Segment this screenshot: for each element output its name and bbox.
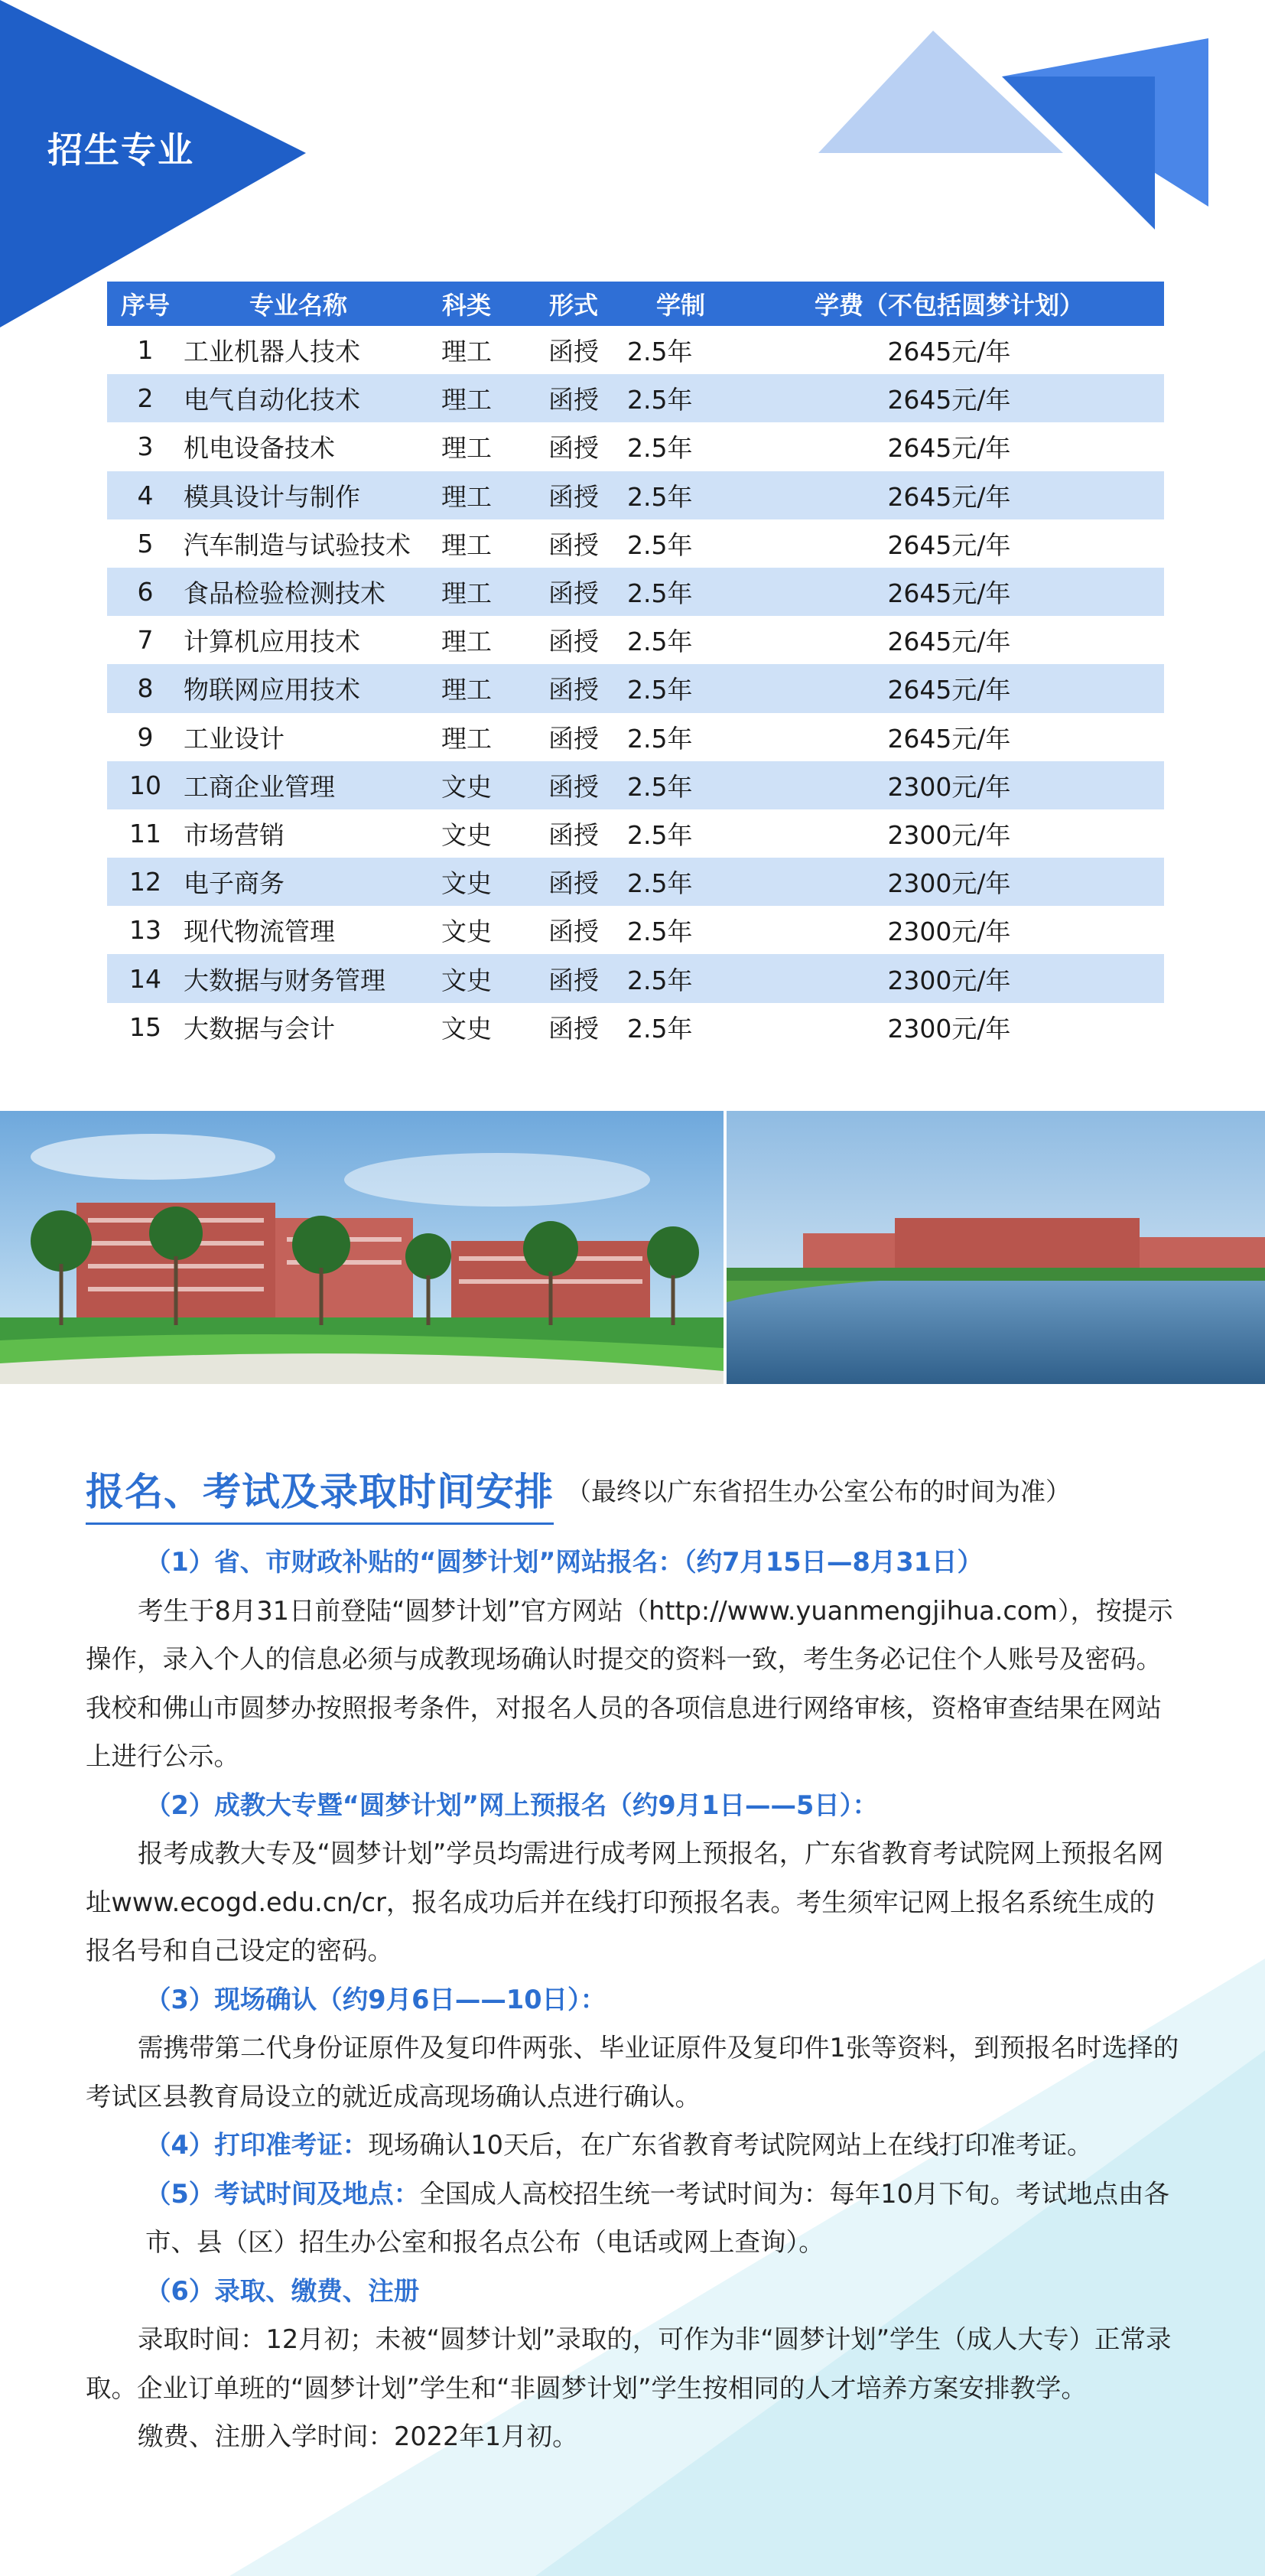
cell-major: 汽车制造与试验技术: [184, 529, 411, 560]
section-title: 招生专业: [47, 129, 194, 171]
schedule-body: [86, 1538, 1179, 2461]
cell-major: 工业设计: [184, 723, 285, 754]
cell-category: 文史: [441, 819, 492, 850]
cell-duration: 2.5年: [627, 471, 734, 519]
step3-heading: （3）现场确认（约9月6日——10日）：: [145, 1984, 606, 2014]
header-category: 科类: [413, 282, 520, 326]
step2-text: 报考成教大专及“圆梦计划”学员均需进行成考网上预报名，广东省教育考试院网上预报名网址www.ecogd.edu.cn/cr，报名成功后并在线打印预报名表。考生须牢记网上报名系统生成的报名号和自己设定的密码。: [86, 1838, 1164, 1965]
cell-major: 大数据与会计: [184, 1013, 335, 1044]
cell-major: 市场营销: [184, 819, 285, 850]
cell-major: 工业机器人技术: [184, 337, 360, 367]
table-row: [107, 1003, 1164, 1051]
schedule-title: 报名、考试及录取时间安排: [86, 1461, 554, 1525]
cell-category: 理工: [413, 471, 520, 519]
table-row: [107, 858, 1164, 906]
cell-form: 函授: [520, 568, 627, 616]
campus-lake-photo: [727, 1111, 1265, 1384]
cell-major: 食品检验检测技术: [184, 568, 413, 616]
cell-tuition: 2645元/年: [734, 374, 1164, 422]
cell-form: 函授: [548, 627, 599, 657]
header-tuition: 学费（不包括圆梦计划）: [734, 282, 1164, 326]
cell-category: 文史: [413, 858, 520, 906]
cell-form: 函授: [548, 723, 599, 754]
table-row: [107, 761, 1164, 809]
cell-tuition: 2300元/年: [734, 954, 1164, 1002]
step3-text: 需携带第二代身份证原件及复印件两张、毕业证原件及复印件1张等资料，到预报名时选择的考试区县教育局设立的就近成高现场确认点进行确认。: [86, 2033, 1179, 2112]
cell-index: 4: [107, 471, 184, 519]
table-row: [107, 422, 1164, 471]
cell-index: 14: [107, 954, 184, 1002]
table-header-row: [107, 282, 1164, 326]
schedule-note: （最终以广东省招生办公室公布的时间为准）: [566, 1477, 1071, 1506]
cell-duration: 2.5年: [627, 819, 693, 850]
step4-heading: （4）打印准考证：: [145, 2130, 369, 2160]
table-row: [107, 954, 1164, 1002]
cell-major: 电子商务: [184, 858, 413, 906]
table-row: [107, 906, 1164, 954]
cell-form: 函授: [548, 433, 599, 464]
cell-index: 13: [129, 915, 161, 946]
cell-tuition: 2300元/年: [887, 1013, 1011, 1044]
header-form: 形式: [520, 282, 627, 326]
cell-index: 9: [137, 721, 154, 752]
cell-major: 现代物流管理: [184, 917, 335, 947]
step6-text: 录取时间：12月初；未被“圆梦计划”录取的，可作为非“圆梦计划”学生（成人大专）正常录取。企业订单班的“圆梦计划”学生和“非圆梦计划”学生按相同的人才培养方案安排教学。: [86, 2324, 1172, 2403]
cell-major: 模具设计与制作: [184, 471, 413, 519]
decorative-triangles: [818, 31, 1216, 237]
cell-tuition: 2645元/年: [887, 337, 1011, 367]
cell-tuition: 2645元/年: [887, 529, 1011, 560]
cell-tuition: 2645元/年: [887, 433, 1011, 464]
step4-text: 现场确认10天后，在广东省教育考试院网站上在线打印准考证。: [368, 2130, 1093, 2160]
table-row: [107, 713, 1164, 761]
cell-tuition: 2300元/年: [887, 917, 1011, 947]
campus-photo: [0, 1111, 724, 1384]
header-index: 序号: [107, 282, 184, 326]
cell-duration: 2.5年: [627, 761, 734, 809]
step1-text: 考生于8月31日前登陆“圆梦计划”官方网站（http://www.yuanmengjihua.com），按提示操作，录入个人的信息必须与成教现场确认时提交的资料一致，考生务必记住个人账号及密码。我校和佛山市圆梦办按照报考条件，对报名人员的各项信息进行网络审核，资格审查结果在网站上进行公示。: [86, 1595, 1173, 1771]
cell-duration: 2.5年: [627, 337, 693, 367]
table-row: [107, 326, 1164, 374]
cell-index: 7: [137, 625, 154, 656]
cell-duration: 2.5年: [627, 917, 693, 947]
cell-tuition: 2645元/年: [734, 471, 1164, 519]
cell-major: 计算机应用技术: [184, 627, 360, 657]
table-row: [107, 519, 1164, 568]
cell-category: 理工: [441, 529, 492, 560]
cell-duration: 2.5年: [627, 568, 734, 616]
cell-index: 11: [129, 818, 161, 848]
cell-category: 理工: [413, 664, 520, 712]
cell-major: 物联网应用技术: [184, 664, 413, 712]
step2-heading: （2）成教大专暨“圆梦计划”网上预报名（约9月1日——5日）：: [145, 1790, 879, 1820]
cell-form: 函授: [520, 471, 627, 519]
cell-tuition: 2300元/年: [887, 819, 1011, 850]
table-row: [107, 568, 1164, 616]
cell-index: 2: [107, 374, 184, 422]
cell-index: 3: [137, 432, 154, 462]
cell-index: 6: [107, 568, 184, 616]
step5-heading: （5）考试时间及地点：: [145, 2178, 420, 2209]
cell-duration: 2.5年: [627, 1013, 693, 1044]
cell-form: 函授: [548, 819, 599, 850]
step5-text: 全国成人高校招生统一考试时间为：每年10月下旬。考试地点由各市、县（区）招生办公室和报名点公布（电话或网上查询）。: [145, 2178, 1169, 2257]
cell-tuition: 2645元/年: [734, 568, 1164, 616]
table-row: [107, 809, 1164, 858]
cell-duration: 2.5年: [627, 529, 693, 560]
cell-duration: 2.5年: [627, 433, 693, 464]
step1-heading: （1）省、市财政补贴的“圆梦计划”网站报名：（约7月15日—8月31日）: [145, 1547, 983, 1577]
cell-major: 大数据与财务管理: [184, 954, 413, 1002]
table-row: [107, 664, 1164, 712]
cell-index: 1: [137, 335, 154, 366]
majors-table: [107, 282, 1164, 1051]
cell-index: 12: [107, 858, 184, 906]
cell-tuition: 2645元/年: [887, 723, 1011, 754]
cell-tuition: 2300元/年: [734, 761, 1164, 809]
cell-form: 函授: [520, 858, 627, 906]
cell-major: 工商企业管理: [184, 761, 413, 809]
cell-duration: 2.5年: [627, 858, 734, 906]
cell-form: 函授: [548, 529, 599, 560]
cell-duration: 2.5年: [627, 627, 693, 657]
cell-form: 函授: [520, 954, 627, 1002]
cell-duration: 2.5年: [627, 723, 693, 754]
table-row: [107, 374, 1164, 422]
cell-category: 理工: [413, 568, 520, 616]
step4-line: [86, 2121, 1179, 2170]
cell-category: 文史: [413, 954, 520, 1002]
cell-index: 5: [137, 528, 154, 559]
cell-category: 理工: [441, 337, 492, 367]
cell-form: 函授: [548, 1013, 599, 1044]
cell-form: 函授: [548, 337, 599, 367]
cell-tuition: 2300元/年: [734, 858, 1164, 906]
cell-category: 理工: [413, 374, 520, 422]
cell-category: 文史: [413, 761, 520, 809]
step6-payment-text: 缴费、注册入学时间：2022年1月初。: [138, 2421, 578, 2451]
table-row: [107, 471, 1164, 519]
step5-line: [86, 2170, 1179, 2267]
cell-form: 函授: [520, 664, 627, 712]
cell-duration: 2.5年: [627, 954, 734, 1002]
cell-category: 文史: [441, 917, 492, 947]
table-row: [107, 616, 1164, 664]
step6-heading: （6）录取、缴费、注册: [145, 2275, 420, 2306]
cell-index: 8: [107, 664, 184, 712]
cell-index: 15: [129, 1011, 161, 1042]
cell-form: 函授: [520, 761, 627, 809]
cell-category: 理工: [441, 433, 492, 464]
header-major: 专业名称: [184, 282, 413, 326]
cell-category: 理工: [441, 723, 492, 754]
cell-form: 函授: [548, 917, 599, 947]
cell-major: 机电设备技术: [184, 433, 335, 464]
cell-category: 理工: [441, 627, 492, 657]
header-duration: 学制: [627, 282, 734, 326]
cell-duration: 2.5年: [627, 374, 734, 422]
cell-index: 10: [107, 761, 184, 809]
cell-major: 电气自动化技术: [184, 374, 413, 422]
cell-tuition: 2645元/年: [734, 664, 1164, 712]
cell-tuition: 2645元/年: [887, 627, 1011, 657]
cell-duration: 2.5年: [627, 664, 734, 712]
cell-form: 函授: [520, 374, 627, 422]
cell-category: 文史: [441, 1013, 492, 1044]
